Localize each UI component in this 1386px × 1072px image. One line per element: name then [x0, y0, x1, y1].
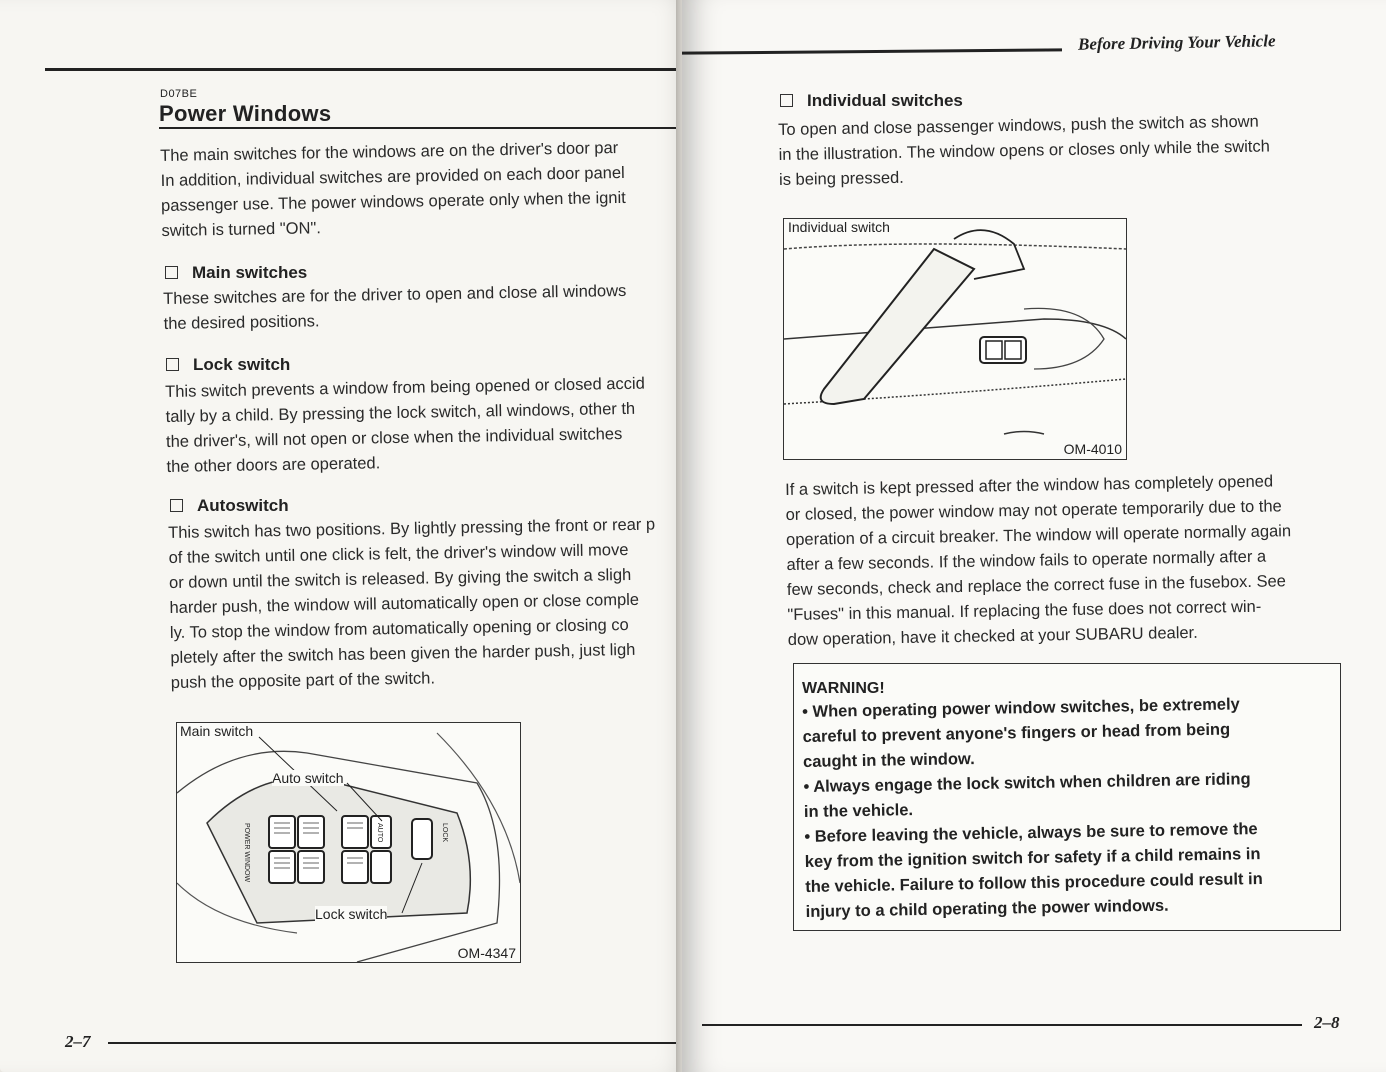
text-line: the desired positions.	[163, 312, 320, 333]
header-rule	[45, 68, 685, 71]
individual-switches-heading: Individual switches	[780, 91, 963, 111]
text-line: operation of a circuit breaker. The window will operate normally again	[785, 522, 1292, 549]
figure-label-main-switch: Main switch	[180, 723, 254, 739]
auto-marking: AUTO	[376, 823, 383, 843]
text-line: in the illustration. The window opens or closes only while the switch	[778, 137, 1271, 164]
lock-switch-text	[165, 371, 693, 480]
text-line: dow operation, have it checked at your SUBARU dealer.	[787, 623, 1198, 649]
lock-switch-heading: Lock switch	[166, 355, 290, 375]
warning-title: WARNING!	[802, 680, 885, 697]
warning-items	[802, 691, 1338, 925]
text-line: of the switch until one click is felt, the driver's window will move	[168, 540, 629, 567]
main-switch-figure	[176, 722, 521, 963]
power-window-marking: POWER WINDOW	[243, 823, 250, 883]
warning-item: • Always engage the lock switch when children are riding in the vehicle.	[803, 770, 1251, 821]
right-page	[682, 0, 1386, 1072]
intro-line: switch is turned "ON".	[161, 219, 322, 240]
page-title: Power Windows	[159, 101, 332, 126]
autoswitch-text	[168, 512, 693, 696]
text-line: This switch prevents a window from being opened or closed accid	[165, 374, 645, 401]
warning-item: • When operating power window switches, be extremely careful to prevent anyone's fingers or head from being caught in the window.	[802, 695, 1240, 771]
figure-label-individual-switch: Individual switch	[788, 219, 890, 235]
text-line: pletely after the switch has been given the harder push, just ligh	[170, 640, 636, 667]
footer-rule	[108, 1042, 693, 1044]
running-head: Before Driving Your Vehicle	[1077, 31, 1276, 54]
text-line: few seconds, check and replace the correct fuse in the fusebox. See	[786, 572, 1287, 599]
checkbox-bullet-icon	[166, 358, 179, 371]
door-switch-panel-illustration	[177, 723, 520, 962]
page-number: 2–8	[1314, 1013, 1340, 1032]
text-line: tally by a child. By pressing the lock switch, all windows, other th	[165, 399, 636, 426]
lock-marking: LOCK	[441, 823, 448, 843]
header-rule	[682, 48, 1062, 54]
autoswitch-heading: Autoswitch	[170, 496, 289, 516]
intro-line: The main switches for the windows are on the driver's door par	[160, 139, 619, 165]
text-line: after a few seconds. If the window fails to operate normally after a	[786, 547, 1267, 574]
text-line: the driver's, will not open or close when the individual switches	[165, 425, 623, 451]
text-line: or closed, the power window may not operate temporarily due to the	[785, 497, 1282, 524]
intro-paragraph	[160, 135, 693, 244]
main-switches-heading: Main switches	[165, 263, 307, 283]
text-line: harder push, the window will automatically open or close comple	[169, 590, 640, 617]
text-line: "Fuses" in this manual. If replacing the fuse does not correct win-	[787, 597, 1262, 624]
text-line: ly. To stop the window from automatically opening or closing co	[169, 615, 629, 642]
text-line: This switch has two positions. By lightly pressing the front or rear p	[168, 515, 656, 542]
warning-item: • Before leaving the vehicle, always be sure to remove the key from the ignition switch for safety if a child remains in the vehicle. Failure to follow this procedure could result in injury to a child operating the power windows.	[804, 820, 1263, 921]
footer-rule	[702, 1024, 1302, 1026]
checkbox-bullet-icon	[165, 266, 178, 279]
individual-switches-text	[778, 108, 1339, 193]
page-number: 2–7	[65, 1032, 91, 1051]
warning-box	[793, 663, 1341, 931]
checkbox-bullet-icon	[170, 499, 183, 512]
circuit-breaker-text	[785, 468, 1348, 653]
text-line: If a switch is kept pressed after the window has completely opened	[785, 472, 1274, 499]
text-line: push the opposite part of the switch.	[170, 669, 436, 692]
intro-line: passenger use. The power windows operate only when the ignit	[160, 188, 626, 215]
individual-switch-figure	[783, 218, 1127, 460]
figure-label-auto-switch: Auto switch	[272, 770, 344, 786]
text-line: is being pressed.	[778, 168, 904, 189]
door-handle-illustration	[784, 219, 1126, 459]
figure-label-lock-switch: Lock switch	[315, 906, 388, 922]
text-line: These switches are for the driver to open and close all windows	[163, 281, 627, 308]
main-switches-text	[163, 278, 693, 337]
section-code: D07BE	[160, 88, 198, 100]
title-rule	[159, 127, 679, 129]
text-line: or down until the switch is released. By giving the switch a sligh	[168, 565, 632, 592]
text-line: the other doors are operated.	[166, 454, 381, 476]
intro-line: In addition, individual switches are provided on each door panel	[160, 163, 625, 190]
text-line: To open and close passenger windows, push the switch as shown	[778, 112, 1259, 139]
checkbox-bullet-icon	[780, 94, 793, 107]
figure-code: OM-4010	[1061, 441, 1125, 457]
figure-code: OM-4347	[455, 945, 519, 961]
